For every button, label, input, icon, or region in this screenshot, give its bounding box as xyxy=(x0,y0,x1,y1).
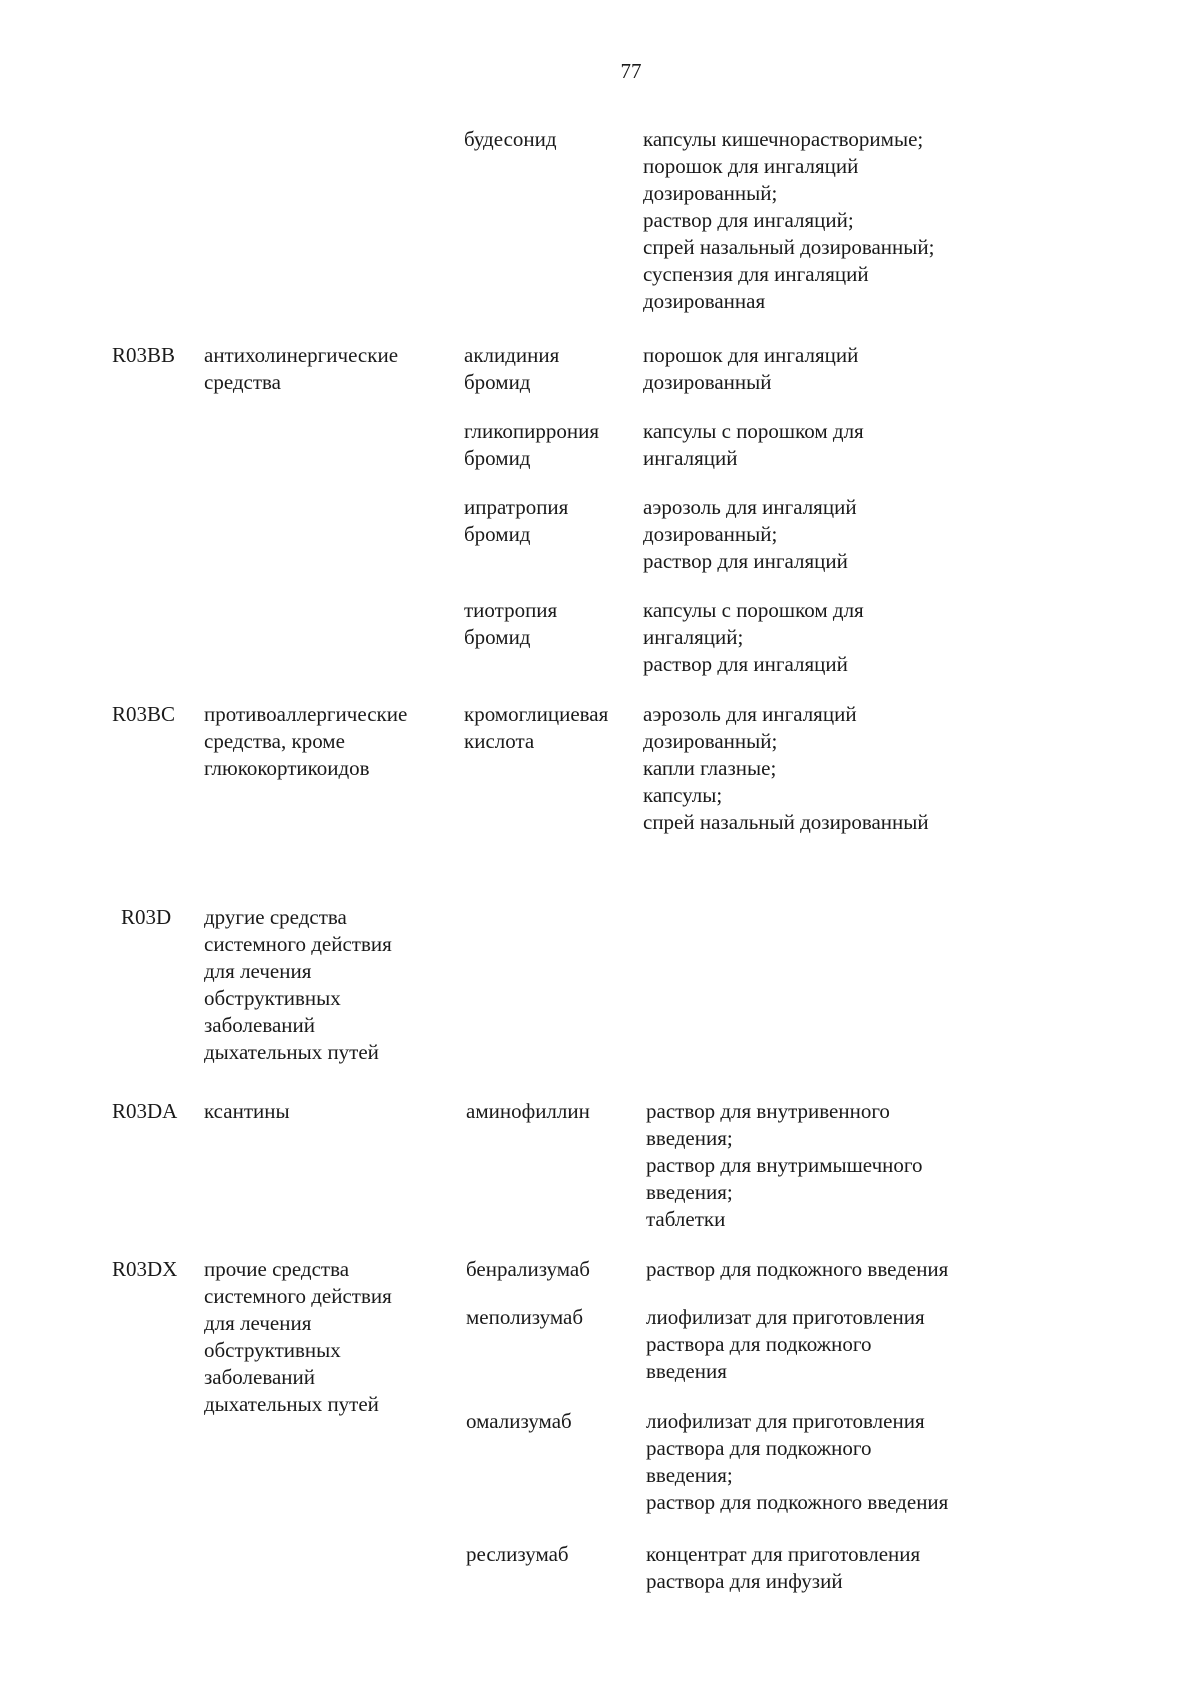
drug-name-aclidinium: аклидиния бромид xyxy=(464,343,560,394)
drug-name-benralizumab: бенрализумаб xyxy=(466,1257,590,1281)
group-name-r03d: другие средства системного действия для лечения обструктивных заболеваний дыхательных путей xyxy=(204,905,392,1064)
dosage-forms-benralizumab: раствор для подкожного введения xyxy=(646,1257,949,1281)
dosage-forms-cromoglicic-acid: аэрозоль для ингаляций дозированный; капли глазные; капсулы; спрей назальный дозированный xyxy=(643,702,929,834)
dosage-forms-aclidinium: порошок для ингаляций дозированный xyxy=(643,343,859,394)
atc-code-r03d: R03D xyxy=(121,905,172,929)
group-name-r03da: ксантины xyxy=(204,1099,290,1123)
dosage-forms-budesonide: капсулы кишечнорастворимые; порошок для ингаляций дозированный; раствор для ингаляций; спрей назальный дозированный; суспензия для ингаляций дозированная xyxy=(643,127,935,313)
dosage-forms-omalizumab: лиофилизат для приготовления раствора для подкожного введения; раствор для подкожного введения xyxy=(646,1409,949,1514)
atc-code-r03da: R03DA xyxy=(112,1099,178,1123)
drug-name-tiotropium: тиотропия бромид xyxy=(464,598,558,649)
dosage-forms-mepolizumab: лиофилизат для приготовления раствора для подкожного введения xyxy=(646,1305,925,1383)
atc-code-r03dx: R03DX xyxy=(112,1257,178,1281)
drug-name-reslizumab: реслизумаб xyxy=(466,1542,569,1566)
drug-name-budesonide: будесонид xyxy=(464,127,557,151)
group-name-r03dx: прочие средства системного действия для лечения обструктивных заболеваний дыхательных путей xyxy=(204,1257,392,1416)
drug-name-glycopyrronium: гликопиррония бромид xyxy=(464,419,600,470)
atc-code-r03bc: R03BC xyxy=(112,702,176,726)
drug-name-mepolizumab: меполизумаб xyxy=(466,1305,584,1329)
dosage-forms-ipratropium: аэрозоль для ингаляций дозированный; раствор для ингаляций xyxy=(643,495,857,573)
dosage-forms-glycopyrronium: капсулы с порошком для ингаляций xyxy=(643,419,864,470)
drug-name-omalizumab: омализумаб xyxy=(466,1409,572,1433)
drug-name-ipratropium: ипратропия бромид xyxy=(464,495,569,546)
page-number: 77 xyxy=(620,59,642,83)
dosage-forms-tiotropium: капсулы с порошком для ингаляций; раствор для ингаляций xyxy=(643,598,864,676)
atc-code-r03bb: R03BB xyxy=(112,343,176,367)
drug-name-cromoglicic-acid: кромоглициевая кислота xyxy=(464,702,609,753)
group-name-r03bb: антихолинергические средства xyxy=(204,343,399,394)
drug-name-aminophylline: аминофиллин xyxy=(466,1099,590,1123)
dosage-forms-reslizumab: концентрат для приготовления раствора для инфузий xyxy=(646,1542,921,1593)
dosage-forms-aminophylline: раствор для внутривенного введения; раствор для внутримышечного введения; таблетки xyxy=(646,1099,923,1231)
group-name-r03bc: противоаллергические средства, кроме глюкокортикоидов xyxy=(204,702,408,780)
